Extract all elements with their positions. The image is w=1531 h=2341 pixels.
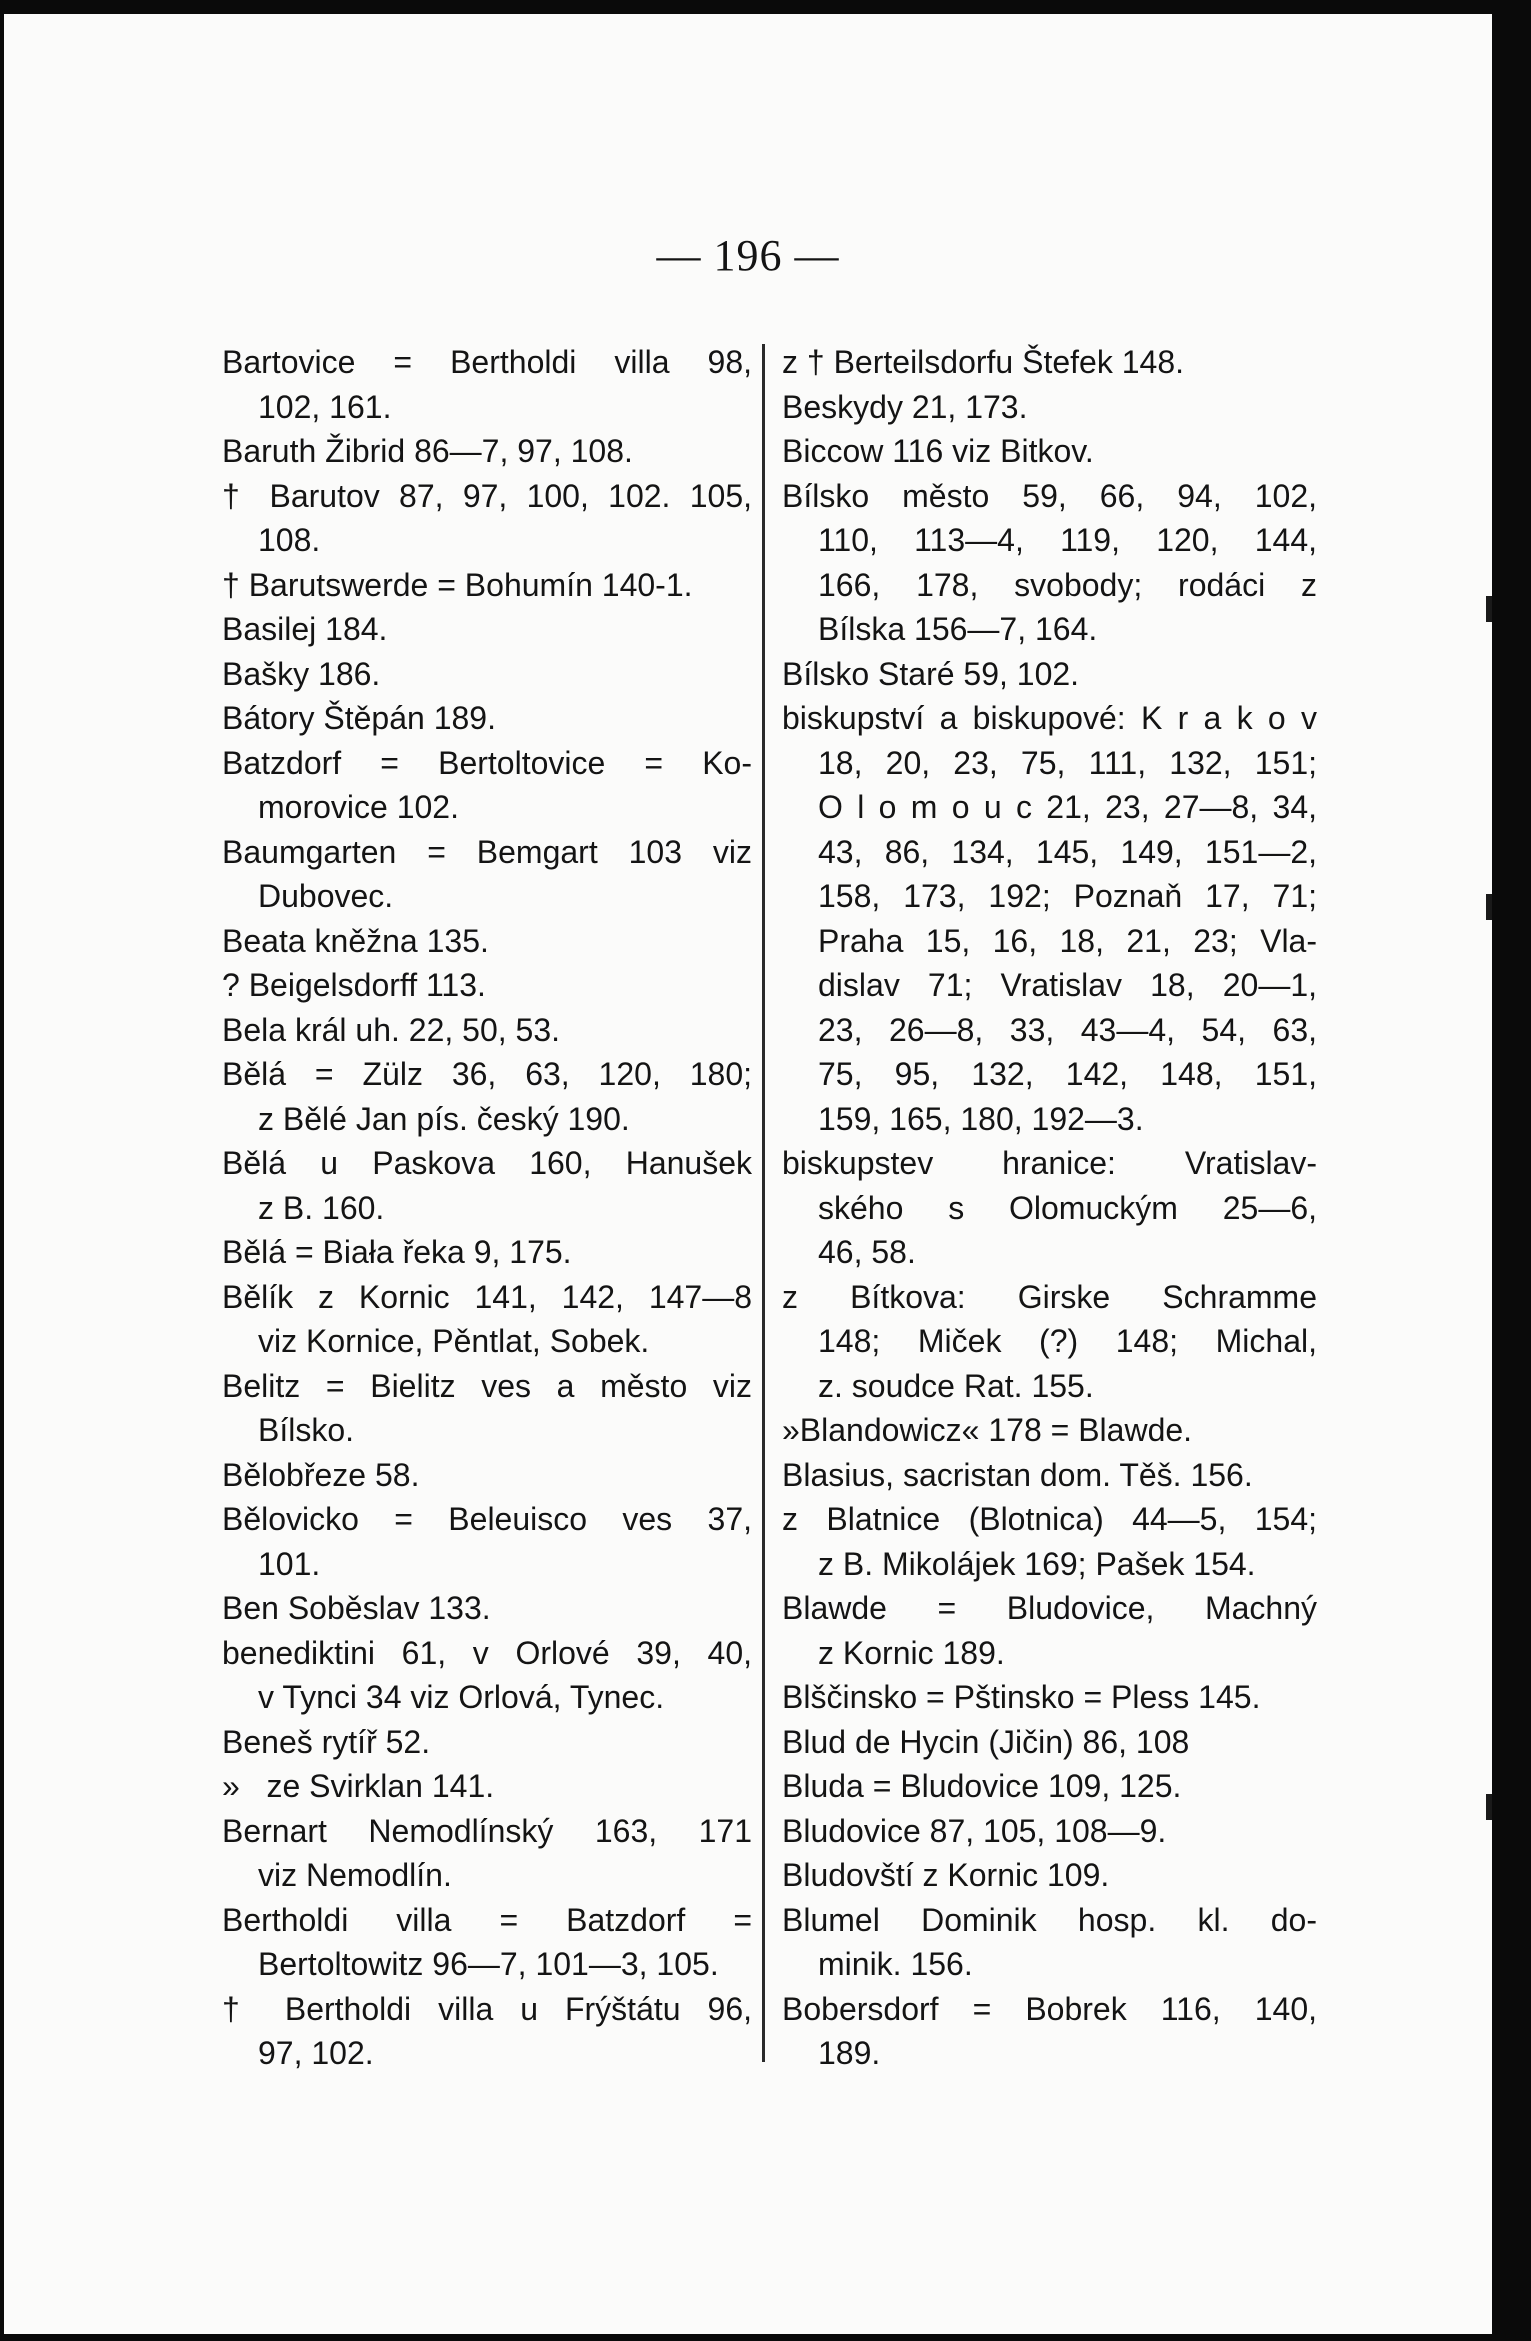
index-line: z B. 160. [258,1189,385,1226]
index-line: Beskydy 21, 173. [782,388,1028,425]
index-line: z Bítkova: Girske Schramme [782,1278,1317,1315]
page-number: — 196 — [656,231,840,280]
index-line: Bobersdorf = Bobrek 116, 140, [782,1990,1317,2027]
index-line: ? Beigelsdorff 113. [222,967,486,1003]
index-line: z Bělé Jan pís. český 190. [258,1100,630,1137]
index-line: Dubovec. [258,878,394,914]
index-line: 148; Miček (?) 148; Michal, [818,1323,1317,1359]
index-line: Praha 15, 16, 18, 21, 23; Vla- [818,922,1317,959]
index-line: Bělobřeze 58. [222,1456,420,1493]
index-line: benediktini 61, v Orlové 39, 40, [222,1634,752,1671]
index-line: Bílska 156—7, 164. [818,611,1098,647]
index-line: z Kornic 189. [818,1634,1005,1671]
index-line: z. soudce Rat. 155. [818,1367,1094,1404]
index-column-left [222,340,752,2076]
index-line: z B. Mikolájek 169; Pašek 154. [818,1545,1256,1582]
index-line: Ben Soběslav 133. [222,1590,491,1626]
index-line: ského s Olomuckým 25—6, [818,1189,1317,1226]
index-line: Bělá u Paskova 160, Hanušek [222,1145,752,1181]
index-line: Bělovicko = Beleuisco ves 37, [222,1501,752,1537]
index-line: Blumel Dominik hosp. kl. do- [782,1901,1317,1938]
column-divider [762,344,765,2062]
index-line: 110, 113—4, 119, 120, 144, [818,522,1317,558]
index-line: Beneš rytíř 52. [222,1723,431,1760]
index-line: Bartovice = Bertholdi villa 98, [222,344,752,380]
index-line: 23, 26—8, 33, 43—4, 54, 63, [818,1011,1317,1048]
index-line: Beata kněžna 135. [222,922,489,959]
index-line: Bělá = Zülz 36, 63, 120, 180; [222,1056,752,1092]
index-line: 158, 173, 192; Poznaň 17, 71; [818,878,1317,914]
edge-mark [1486,894,1492,920]
index-line: Batzdorf = Bertoltovice = Ko- [222,744,752,781]
index-line: 43, 86, 134, 145, 149, 151—2, [818,833,1317,870]
edge-mark [1486,596,1492,622]
index-line: Bátory Štěpán 189. [222,700,496,736]
index-line: † Barutov 87, 97, 100, 102. 105, [222,477,752,514]
index-line: 46, 58. [818,1234,916,1270]
index-line: Blud de Hycin (Jičin) 86, 108 [782,1723,1190,1760]
index-line: 102, 161. [258,388,392,425]
index-line: morovice 102. [258,789,459,825]
index-column-right [782,340,1317,2076]
index-line: dislav 71; Vratislav 18, 20—1, [818,967,1317,1003]
index-line: biskupství a biskupové: K r a k o v [782,700,1317,736]
index-line: Baruth Žibrid 86—7, 97, 108. [222,433,633,469]
index-line: Bluda = Bludovice 109, 125. [782,1768,1182,1804]
index-line: » ze Svirklan 141. [222,1768,495,1804]
index-line: Blasius, sacristan dom. Těš. 156. [782,1456,1253,1493]
index-line: Bělá = Biała řeka 9, 175. [222,1234,572,1270]
index-line: Bašky 186. [222,655,381,692]
index-line: »Blandowicz« 178 = Blawde. [782,1412,1193,1448]
index-line: Basilej 184. [222,611,388,647]
index-line: O l o m o u c 21, 23, 27—8, 34, [818,789,1317,825]
index-line: Bertoltowitz 96—7, 101—3, 105. [258,1946,719,1982]
index-line: 189. [818,2035,881,2071]
edge-mark [1486,1794,1492,1820]
index-line: Blawde = Bludovice, Machný [782,1590,1317,1626]
index-line: viz Kornice, Pěntlat, Sobek. [258,1323,650,1359]
index-line: z Blatnice (Blotnica) 44—5, 154; [782,1501,1317,1537]
book-page [4,14,1492,2334]
index-line: Biccow 116 viz Bitkov. [782,433,1094,469]
index-line: Bernart Nemodlínský 163, 171 [222,1812,752,1849]
index-line: Bertholdi villa = Batzdorf = [222,1901,752,1938]
index-line: 97, 102. [258,2035,374,2071]
index-line: viz Nemodlín. [258,1857,452,1893]
index-line: 108. [258,522,321,558]
index-line: Bludovice 87, 105, 108—9. [782,1812,1167,1849]
index-line: † Barutswerde = Bohumín 140-1. [222,566,693,603]
index-line: Bílsko. [258,1412,355,1448]
index-line: † Bertholdi villa u Frýštátu 96, [222,1990,752,2027]
index-line: Belitz = Bielitz ves a město viz [222,1367,752,1404]
index-line: v Tynci 34 viz Orlová, Tynec. [258,1679,665,1715]
index-line: 18, 20, 23, 75, 111, 132, 151; [818,744,1317,781]
index-line: Bílsko Staré 59, 102. [782,655,1080,692]
index-line: Bludovští z Kornic 109. [782,1857,1110,1893]
index-line: 159, 165, 180, 192—3. [818,1100,1144,1137]
index-line: Bela král uh. 22, 50, 53. [222,1011,560,1048]
index-line: 166, 178, svobody; rodáci z [818,566,1317,603]
index-line: Bělík z Kornic 141, 142, 147—8 [222,1278,752,1315]
index-line: z † Berteilsdorfu Štefek 148. [782,344,1184,380]
index-line: Blščinsko = Pštinsko = Pless 145. [782,1679,1261,1715]
index-line: biskupstev hranice: Vratislav- [782,1145,1317,1181]
index-line: Bílsko město 59, 66, 94, 102, [782,477,1317,514]
index-line: 101. [258,1545,321,1582]
index-line: minik. 156. [818,1946,973,1982]
index-line: 75, 95, 132, 142, 148, 151, [818,1056,1317,1092]
index-line: Baumgarten = Bemgart 103 viz [222,833,752,870]
